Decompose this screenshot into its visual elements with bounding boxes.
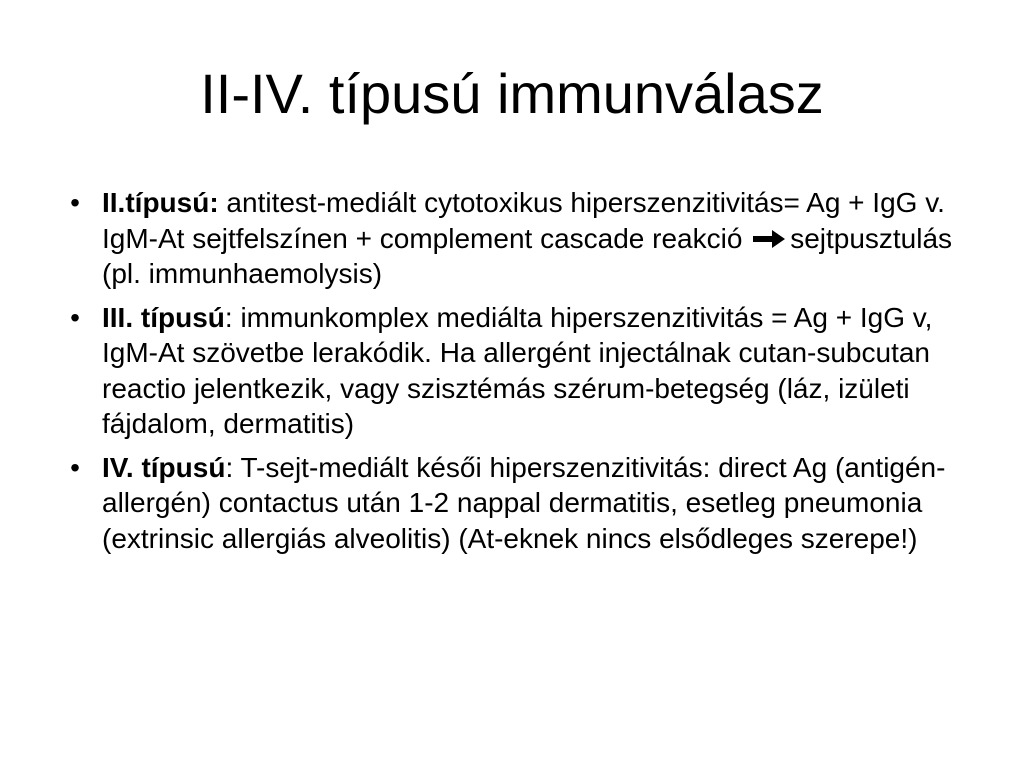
slide-title: II-IV. típusú immunválasz xyxy=(200,62,824,125)
type-iii-description: : immunkomplex mediálta hiperszenzitivitás = Ag + IgG v, IgM-At szövetbe lerakódik. Ha allergént injectálnak cutan-subcutan reactio jelentkezik, vagy szisztémás szérum-betegség (láz, izületi fájdalom, dermatitis) xyxy=(102,301,933,439)
bullet-marker: • xyxy=(70,187,80,218)
bullet-item-type-iv xyxy=(60,450,960,557)
bullet-list xyxy=(60,185,960,564)
type-ii-description: antitest-mediált cytotoxikus hiperszenzitivitás= Ag + IgG v. IgM-At sejtfelszínen + complement cascade reakció xyxy=(102,187,945,254)
type-ii-term: II.típusú: xyxy=(102,187,219,218)
type-iv-term: IV. típusú xyxy=(102,451,226,483)
bullet-item-type-iii xyxy=(60,300,960,442)
bullet-item-type-ii xyxy=(60,185,960,292)
right-arrow-icon xyxy=(752,228,786,250)
type-iv-description: : T-sejt-mediált késői hiperszenzitivitás: direct Ag (antigén-allergén) contactus után 1-2 nappal dermatitis, esetleg pneumonia (extrinsic allergiás alveolitis) (At-eknek nincs elsődleges szerepe!) xyxy=(102,451,946,554)
bullet-marker: • xyxy=(70,451,80,483)
type-iii-term: III. típusú xyxy=(102,301,225,333)
bullet-marker: • xyxy=(70,301,80,333)
type-ii-result: sejtpusztulás (pl. immunhaemolysis) xyxy=(102,222,953,289)
